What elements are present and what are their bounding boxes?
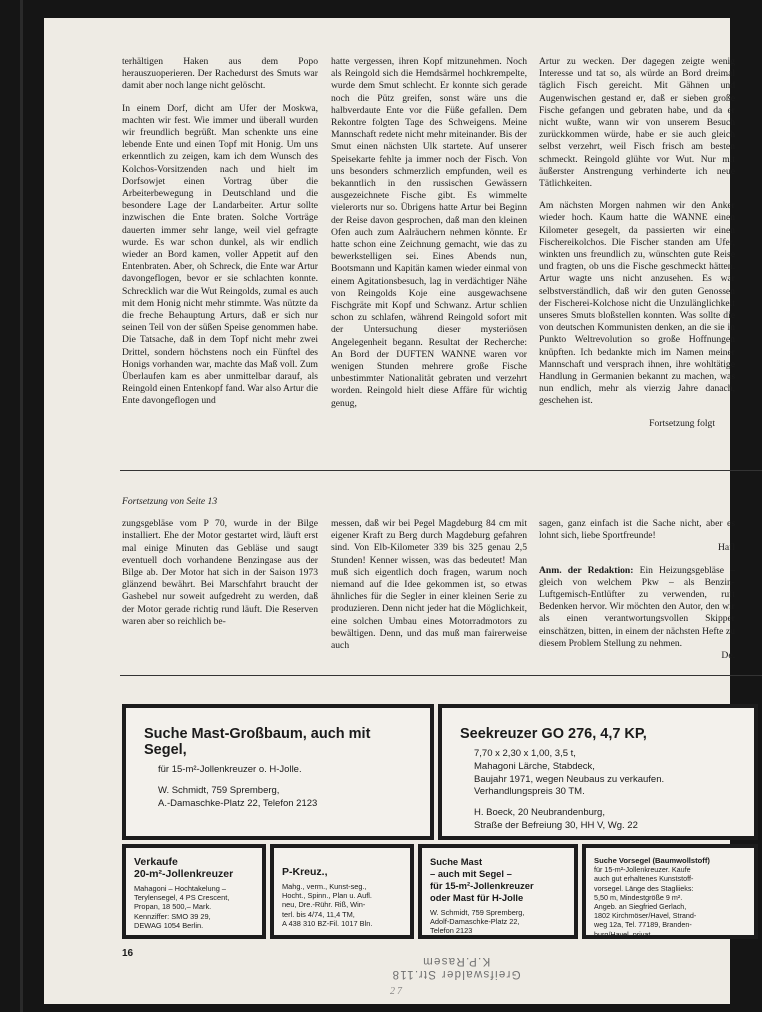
ad-line: Propan, 18 500,– Mark. (134, 902, 212, 912)
ad-line: A 438 310 BZ-Fil. 1017 Bln. (282, 918, 373, 928)
ad-line: für 15-m²-Jollenkreuzer. Kaufe (594, 865, 691, 875)
article-paragraph: Artur zu wecken. Der dagegen zeigte wenig Interesse und tat so, als würde an Bord dreimal täglich Fisch gereicht. Mit Gähnen und Augenwischen gestand er, daß er sieben große Fische gefangen und gebraten habe, und da er nicht wußte, wann wir von unserem Besuch zurückkommen würde, habe er sie auch gleich selbst verzehrt, weil Fisch frisch am besten schmeckt. Reingold glühte vor Wut. Nur mit äußerster Anstrengung verhinderte ich neue Tätlichkeiten. (539, 56, 735, 190)
ad-line: weg 12a, Tel. 77189, Branden- (594, 920, 692, 930)
editorial-note (539, 565, 735, 650)
address-stamp (340, 954, 572, 980)
lower-column-2 (331, 518, 527, 652)
article-paragraph: In einem Dorf, dicht am Ufer der Moskwa, machten wir fest. Wie immer und überall wurden wir freundlich begrüßt. Man schenkte uns eine lebende Ente und einen Topf mit Honig. Um uns erkenntlich zu zeigen, kam ich dem Wunsch des Kolchos-Vorsitzenden nach und hielt im Dorfsowjet einen Vortrag über die Arbeiterbewegung in Deutschland und die besondere Lage der Landarbeiter. Artur sollte inzwischen die Ente braten. Solche Vorträge dauerten immer sehr lange, weil viel gefragte wurde. Es war schon dunkel, als wir endlich wieder an Bord kamen, voller Appetit auf den Entenbraten. Aber, oh Schreck, die Ente war Artur davongeflogen, bevor er sie schlachten konnte. Schrecklich war die Wut Reingolds, zumal es auch mit dem Honig nicht mehr stimmte. Was nützte da die freche Behauptung Arturs, daß er sich nur seinen Teil von der süßen Speise genommen habe. Die Tatsache, daß in dem Topf nicht mehr zwei Drittel, sondern höchstens noch ein Fünftel des Honigs vorhanden war, machte das Maß voll. Zum Überlaufen kam es aber unmittelbar darauf, als Reingold einen Entenkopf fand. War also Artur die Ente davongeflogen und (122, 102, 318, 407)
ad-line: Kennziffer: SMO 39 29, (134, 911, 211, 921)
article-column-2 (331, 56, 527, 410)
ad-line: Hocht., Spinn., Plan u. Aufl. (282, 891, 372, 901)
editorial-note-label: Anm. der Redaktion: (539, 564, 634, 576)
ad-title: Suche Mast-Großbaum, auch mit Segel, (144, 726, 371, 758)
classified-ad-mast (122, 704, 434, 840)
ad-line: Mahagoni – Hochtakelung – (134, 884, 227, 893)
classified-ad-verkaufe (122, 844, 266, 939)
article-paragraph: terhältigen Haken aus dem Popo herauszuoperieren. Der Rachedurst des Smuts war damit aber noch lange nicht gelöscht. (122, 56, 318, 92)
stamp-line: Greifswalder Str.118 (391, 968, 521, 980)
ad-line: Mahg., verm., Kunst-seg., (282, 882, 367, 891)
ad-line: Angeb. an Siegfried Gerlach, (594, 902, 687, 912)
stamp-line: K.P.Rasem (421, 955, 491, 967)
ad-title: Suche Vorsegel (Baumwollstoff) (594, 856, 710, 865)
ad-line: DEWAG 1054 Berlin. (134, 920, 204, 930)
ad-title-line: oder Mast für H-Jolle (430, 892, 524, 903)
ad-title-line: Verkaufe (134, 856, 178, 868)
classified-ad-vorsegel (582, 844, 758, 939)
classified-ad-suche-mast (418, 844, 578, 939)
ad-line: H. Boeck, 20 Neubrandenburg, (474, 807, 605, 819)
ad-line: burg/Havel, privat. (594, 929, 653, 939)
ad-line: Baujahr 1971, wegen Neubaus zu verkaufen. (474, 773, 665, 785)
lower-paragraph: messen, daß wir bei Pegel Magdeburg 84 cm mit eigener Kraft zu Berg durch Magdeburg gefahren sind. Von Elb-Kilometer 339 bis 325 genau 2,5 Stunden! Kenner wissen, was das bedeutet! Man muß sich eigentlich doch fragen, warum noch niemand auf die Idee gekommen ist, so etwas ähnliches für die Segler in einer kleinen Serie zu produzieren. Denn nicht jeder hat die Möglichkeit, eine solchen Umbau eines Motorradmotors zu bewältigen. Denn, und das muß man fairerweise auch (331, 518, 527, 652)
article-paragraph: Am nächsten Morgen nahmen wir den Anker wieder hoch. Kaum hatte die WANNE einen Kilometer gesegelt, da passierten wir einen Fischereikolchos. Die Fischer standen am Ufer, winkten uns freundlich zu, wünschten gute Reise und fragten, ob uns die Fische geschmeckt hätten. Artur wagte uns nicht anzusehen. Es war selbstverständlich, daß wir den guten Genossen der Fischerei-Kolchose nicht die Unzulänglichkeit unseres Smuts bloßstellen konnten. Was sollte die von deutschen Kommunisten denken, an die sie in Punkto Weltrevolution so große Hoffnungen knüpften. Ich bedankte mich im Namen meiner Mannschaft und versprach ihnen, ihre wohltätige Handlung in Germanien bekannt zu machen, was nun endlich, mehr als vierzig Jahre danach, geschehen ist. (539, 200, 735, 407)
ad-line: Terylensegel, 4 PS Crescent, (134, 893, 230, 903)
ad-title: Seekreuzer GO 276, 4,7 KP, (460, 726, 647, 742)
ad-line: A.-Damaschke-Platz 22, Telefon 2123 (158, 797, 318, 809)
ad-title-line: für 15-m²-Jollenkreuzer (430, 880, 534, 891)
ad-line: Adolf-Damaschke-Platz 22, (430, 917, 520, 927)
classified-ad-seekreuzer (438, 704, 758, 840)
ad-line: 7,70 x 2,30 x 1,00, 3,5 t, (474, 748, 576, 759)
handwritten-note: 27 (390, 986, 404, 997)
lower-column-1 (122, 496, 318, 628)
ad-title-line: – auch mit Segel – (430, 868, 512, 879)
ad-line: für 15-m²-Jollenkreuzer o. H-Jolle. (158, 764, 302, 775)
ad-title-line: Suche Mast (430, 856, 483, 867)
article-column-1 (122, 56, 318, 408)
article-paragraph: hatte vergessen, ihren Kopf mitzunehmen. Noch als Reingold sich die Hemdsärmel hochkrempelte, wurde dem Smut schlecht. Er konnte sich gerade noch die Pütz greifen, sonst wäre uns die halbverdaute Ente vor die Füße gefallen. Dem Rekontre folgten Tage des Schweigens. Meine Mannschaft redete nicht mehr miteinander. Bis der Smut einen nächsten Ulk startete. Auf unserer Speisekarte fehlte ja immer noch der Fisch. Von uns besonders schmerzlich empfunden, weil es bekanntlich in den russischen Gewässern ausgezeichnete Fische gibt. Es wimmelte vielerorts nur so. Übrigens hatte Artur bei Beginn der Reise davon gesprochen, daß man den kleinen Ofen auch zum Aalräuchern nehmen könnte. Er hatte schon eine Zeichnung gemacht, wie das zu bewerkstelligen sei. Eines Abends nun, Bootsmann und Kapitän kamen wieder einmal von einem Agitationsbesuch, lag in verdächtiger Nähe von Reingolds Koje eine ausgewachsene Fischgräte mit Kopf und Schwanz. Artur schlien schon zu schlafen, während Reingold sofort mit der Untersuchung dieser mysteriösen Angelegenheit begann. Resultat der Recherche: An Bord der DUFTEN WANNE waren vor wenigen Stunden mehrere große Fische unbestimmter Nationalität gebraten und verzehrt worden. Reingold hielt diese Affäre für wichtig genug, (331, 56, 527, 409)
editorial-note-text: Ein Heizungsgebläse – gleich von welchem Pkw – als Benzin-Luftgemisch-Entlüfter zu verwenden, ruft Bedenken hervor. Wir möchten den Autor, den wir als einen verantwortungsvollen Skipper einschätzen, bitten, in einem der nächsten Hefte zu diesem Problem Stellung zu nehmen. (539, 564, 735, 649)
ad-line: Verhandlungspreis 30 TM. (474, 786, 585, 798)
scan-edge (20, 0, 23, 1012)
ad-line: W. Schmidt, 759 Spremberg, (158, 784, 280, 796)
ad-title: P-Kreuz., (282, 866, 328, 878)
lower-paragraph: zungsgebläse vom P 70, wurde in der Bilge installiert. Ehe der Motor gestartet wird, läuft erst mal einige Minuten das Gebläse und saugt eventuell doch vorhandene Benzingase aus der Bilge ab. Der Motor hat sich in der Saison 1973 glänzend bewährt. Bei Marschfahrt braucht der Gashebel nur soweit aufgedreht zu werden, daß der Motor gerade richtig rund läuft. Die Reserven waren aber so reichlich be- (122, 518, 318, 627)
ad-line: auch gut erhaltenes Kunststoff- (594, 874, 694, 884)
ad-line: W. Schmidt, 759 Spremberg, (430, 908, 525, 917)
ad-line: Mahagoni Lärche, Stabdeck, (474, 760, 595, 772)
continued-note: Fortsetzung folgt (649, 417, 715, 429)
ad-title-line: 20-m²-Jollenkreuzer (134, 868, 234, 880)
ad-line: neu, Dre.-Rühr. Riß, Win- (282, 900, 366, 910)
continuation-label: Fortsetzung von Seite 13 (122, 496, 218, 507)
ad-line: 5,50 m, Mindestgröße 9 m². (594, 892, 683, 902)
lower-paragraph: sagen, ganz einfach ist die Sache nicht, aber es lohnt sich, liebe Sportfreunde! (539, 518, 735, 542)
editorial-signoff: De. (721, 650, 735, 662)
ad-line: terl. bis 4/74, 11,4 TM, (282, 909, 355, 919)
ad-title (134, 856, 254, 880)
article-column-3 (539, 56, 735, 430)
page-number: 16 (122, 948, 134, 959)
magazine-page (44, 18, 735, 1004)
ad-line: Straße der Befreiung 30, HH V, Wg. 22 (474, 819, 638, 831)
ad-title (430, 856, 566, 904)
section-divider (120, 470, 762, 471)
section-divider (120, 675, 762, 676)
ad-line: Telefon 2123 (430, 926, 473, 936)
ad-line: 1802 Kirchmöser/Havel, Strand- (594, 911, 697, 921)
classified-ad-pkreuz (270, 844, 414, 939)
ad-line: vorsegel. Länge des Stagliieks: (594, 883, 694, 893)
lower-column-3 (539, 518, 735, 662)
author-signoff: Hafl (717, 542, 735, 554)
